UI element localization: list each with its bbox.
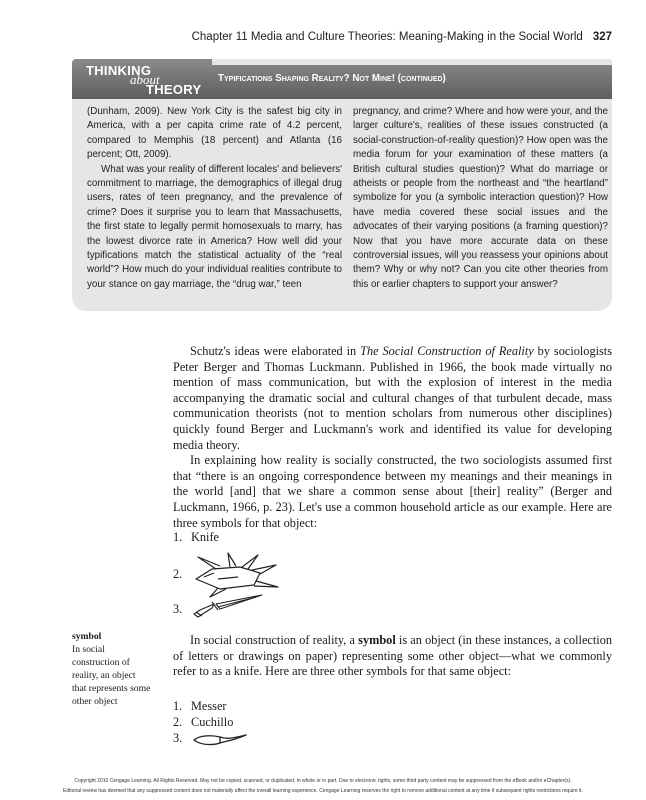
box-header	[72, 59, 612, 99]
footer-copyright-line-1: Copyright 2010 Cengage Learning. All Rights Reserved. May not be copied, scanned, or duplicated, in whole or in part. Due to electronic rights, some third party content may be suppressed from the eBook and/or eChapter(s).	[74, 778, 572, 784]
symbol-word-knife: Knife	[191, 530, 219, 544]
dagger-icon	[190, 592, 266, 620]
p3-text-end: is an object (in these instances, a collection of letters or drawings on paper) representing some other object—what we commonly refer to as a knife. Here are three other symbols for that same object:	[173, 633, 613, 679]
foreign-word-list-item-3	[173, 731, 191, 746]
body-text-bottom	[173, 633, 612, 680]
thinking-about-theory-box	[72, 59, 612, 311]
list-number: 1.	[173, 530, 183, 544]
word-cuchillo: Cuchillo	[191, 715, 234, 729]
word-messer: Messer	[191, 699, 227, 713]
list-number: 2.	[173, 715, 183, 729]
list-number: 3.	[173, 731, 183, 745]
margin-term: symbol	[72, 631, 102, 642]
box-title: Typifications Shaping Reality? Not Mine! (continued)	[218, 73, 446, 84]
list-number: 1.	[173, 699, 183, 713]
running-head	[192, 31, 612, 43]
footer-copyright-line-2: Editorial review has deemed that any suppressed content does not materially affect the overall learning experience. Cengage Learning reserves the right to remove additional content at any time if subsequent rights restrictions require it.	[63, 788, 583, 794]
margin-definition	[72, 630, 152, 708]
p3-text-start: In social construction of reality, a	[190, 633, 359, 647]
margin-definition-text: In social construction of reality, an object that represents some other object	[72, 644, 151, 707]
logo-theory: THEORY	[146, 82, 202, 97]
p1-text-start: Schutz's ideas were elaborated in	[190, 344, 361, 358]
list-number: 3.	[173, 602, 183, 616]
symbol-list-item-1	[173, 530, 219, 545]
foreign-word-list-item-1	[173, 699, 227, 714]
chapter-title: Chapter 11 Media and Culture Theories: Meaning-Making in the Social World	[191, 31, 583, 43]
body-paragraph-2: In explaining how reality is socially constructed, the two sociologists assumed first that “there is an ongoing correspondence between my meanings and their meanings in the world [and] that we share a common sense about [their] reality” (Berger and Luckmann, 1966, p. 23). Let's use a common household article as our example. Here are three symbols for that object:	[173, 453, 612, 530]
book-title: The Social Construction of Reality	[360, 344, 534, 358]
box-left-paragraph-2: What was your reality of different locales' and believers' commitment to marriage, the demographics of illegal drug users, rates of teen pregnancy, and the prevalence of crime? Does it surprise you to learn that Massachusetts, the first state to legally permit homosexuals to marry, has the lowest divorce rate in America? How well did your typifications match the statistical actuality of the “real world”? How much do your individual realities contribute to your stance on gay marriage, the “drug war,” teen	[87, 163, 342, 290]
hand-drawn-knife-icon	[190, 731, 250, 749]
body-text-top	[173, 344, 612, 531]
symbol-list-item-2	[173, 567, 191, 582]
box-right-column	[353, 105, 608, 292]
box-left-paragraph-1: (Dunham, 2009). New York City is the safest big city in America, with a per capita crime rate of 4.2 percent, compared to Memphis (18 percent) and Atlanta (16 percent; Ott, 2009).	[87, 106, 342, 161]
page-number: 327	[592, 31, 612, 43]
symbol-term: symbol	[358, 633, 396, 647]
logo-thinking: THINKING	[86, 63, 152, 78]
body-paragraph-1	[173, 344, 612, 453]
list-number: 2.	[173, 567, 183, 581]
logo-about: about	[130, 72, 160, 87]
p1-text-end: by sociologists Peter Berger and Thomas Luckmann. Published in 1966, the book made virtually no mention of mass communication, but with the explosion of interest in the media accompanying the dramatic social and cultural changes of that turbulent decade, mass communication theorists (not to mention scholars from numerous other disciplines) quickly found Berger and Luckmann's work and identified its value for developing media theory.	[173, 344, 612, 452]
box-right-paragraph-1: pregnancy, and crime? Where and how were your, and the larger culture's, realities of these issues constructed (a social-construction-of-reality question)? How open was the media forum for your examination of these matters (a British cultural studies question)? What do marriage or atheists or people from the northeast and “the heartland” symbolize for you (a symbolic interaction question)? How have media covered these social issues and the advocates of their varying positions (a framing question)? Now that you have more accurate data on these controversial issues, will you reassess your opinions about them? Why or why not? Can you cite other theories from this or earlier chapters to support your answer?	[353, 106, 608, 290]
body-paragraph-3	[173, 633, 612, 680]
foreign-word-list-item-2	[173, 715, 233, 730]
symbol-list-item-3	[173, 602, 191, 617]
box-left-column	[87, 105, 342, 292]
header-strip	[212, 59, 612, 65]
